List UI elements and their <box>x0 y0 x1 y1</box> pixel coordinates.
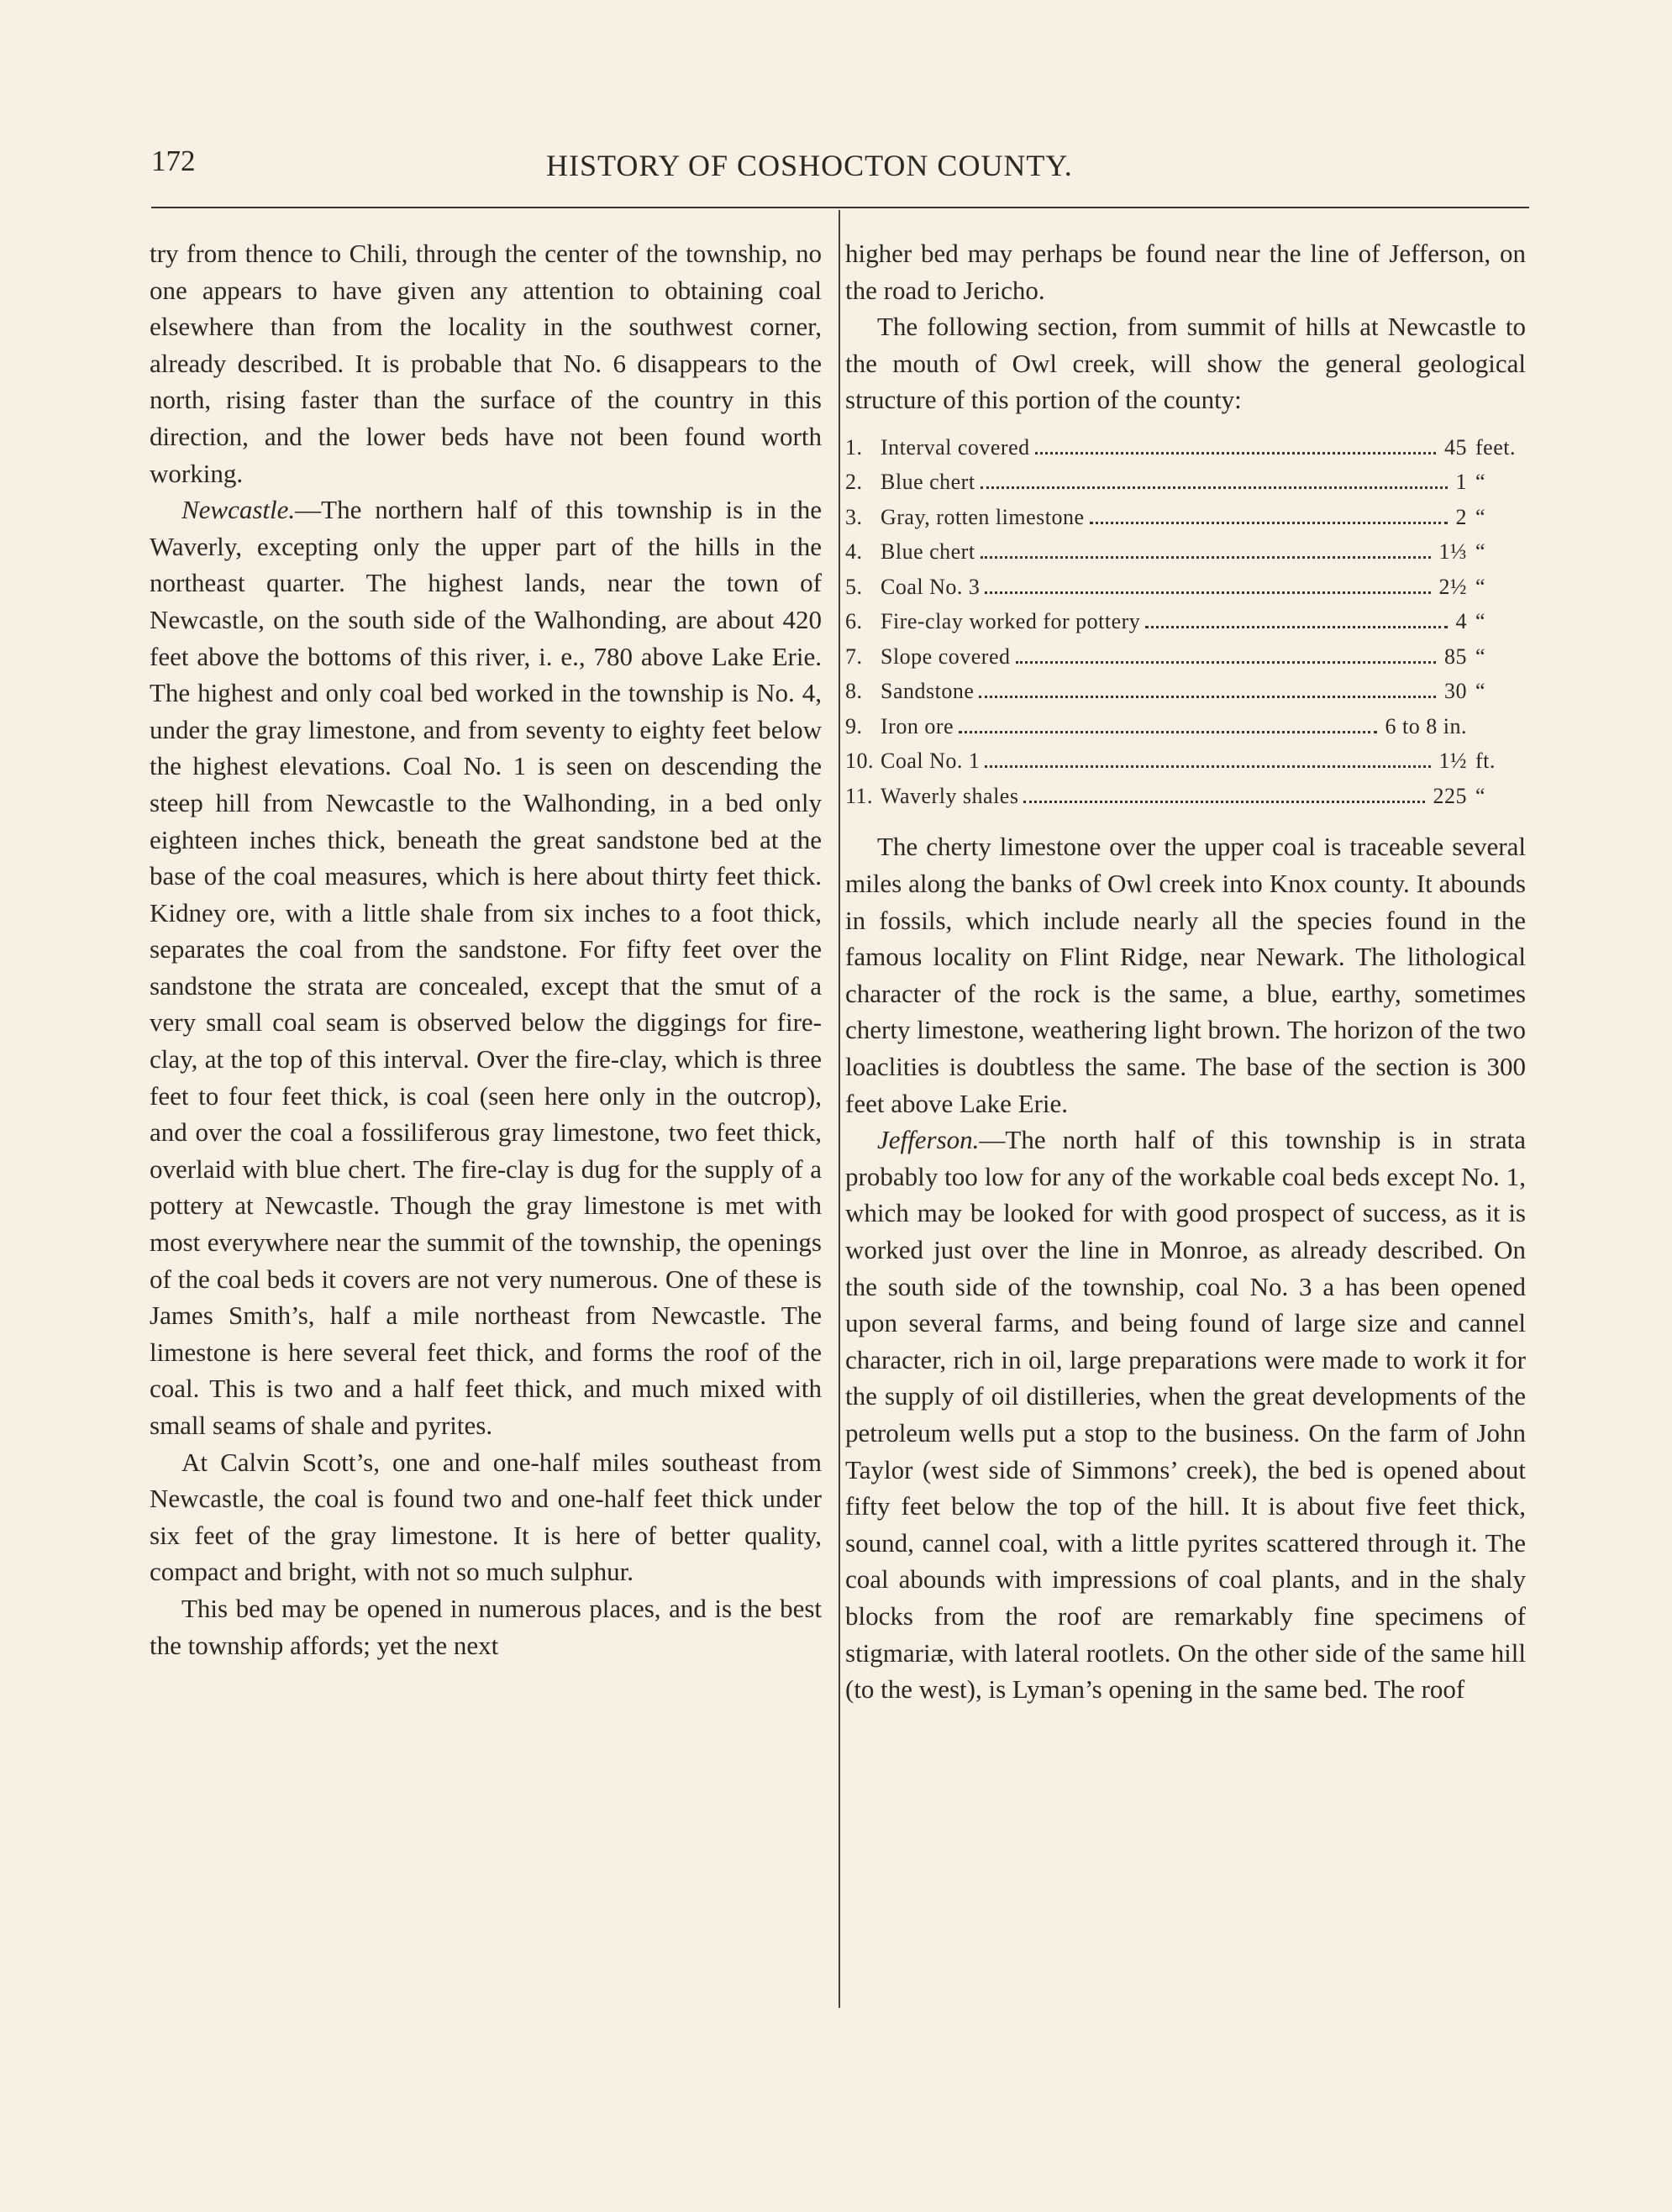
section-row-value: 30 <box>1444 679 1467 704</box>
section-row-value: 1⅓ <box>1438 539 1467 565</box>
section-row-value: 1½ <box>1438 749 1467 774</box>
section-row-label: Fire-clay worked for pottery <box>881 609 1141 634</box>
dot-leader <box>959 731 1377 733</box>
section-row-label: Gray, rotten limestone <box>881 504 1085 529</box>
section-row-number: 5. <box>845 574 863 599</box>
section-row-value: 2½ <box>1438 574 1467 599</box>
section-row-value: 6 to 8 in. <box>1385 713 1467 738</box>
section-row-unit: “ <box>1475 679 1486 704</box>
section-row-value: 4 <box>1455 609 1467 634</box>
section-row <box>845 534 1526 570</box>
section-row-number: 3. <box>845 504 863 529</box>
left-paragraph-newcastle <box>150 491 822 1443</box>
section-row-number: 10. <box>845 749 874 774</box>
section-row-label: Waverly shales <box>881 783 1019 808</box>
section-row-unit: “ <box>1475 470 1486 495</box>
column-divider <box>839 210 840 2008</box>
section-row-label: Coal No. 3 <box>881 574 981 599</box>
section-row <box>845 500 1526 535</box>
dot-leader <box>1035 452 1436 454</box>
right-paragraph-1: higher bed may perhaps be found near the line of Jefferson, on the road to Jericho. <box>845 239 1526 305</box>
section-row-number: 8. <box>845 679 863 704</box>
section-row <box>845 604 1526 639</box>
dot-leader <box>1090 522 1448 524</box>
section-row <box>845 465 1526 500</box>
section-row <box>845 674 1526 709</box>
left-column <box>150 235 822 1663</box>
section-row-label: Interval covered <box>881 434 1030 460</box>
section-row-unit: ft. <box>1475 749 1496 774</box>
header-rule <box>151 207 1529 208</box>
dot-leader <box>981 486 1448 489</box>
running-title: HISTORY OF COSHOCTON COUNTY. <box>546 149 1073 182</box>
section-row <box>845 570 1526 605</box>
section-row <box>845 779 1526 814</box>
left-paragraph-1: try from thence to Chili, through the center of the township, no one appears to have given any attention to obtaining coal elsewhere than from the locality in the southwest corner, already described. It is probable that No. 6 disappears to the north, rising faster than the surface of the country in this direction, and the lower beds have not been found worth working. <box>150 239 822 488</box>
section-row-label: Sandstone <box>881 679 975 704</box>
section-row-unit: “ <box>1475 644 1486 669</box>
geological-section-list <box>845 430 1526 814</box>
dot-leader <box>1145 626 1447 628</box>
dot-leader <box>1023 801 1424 803</box>
section-row-unit: feet. <box>1475 434 1516 460</box>
section-row <box>845 743 1526 779</box>
section-row <box>845 639 1526 675</box>
left-paragraph-calvin-scott: At Calvin Scott’s, one and one-half miles southeast from Newcastle, the coal is found two and one-half feet thick under six feet of the gray limestone. It is here of better quality, compact and bright, with not so much sulphur. <box>150 1447 822 1587</box>
section-row-number: 4. <box>845 539 863 565</box>
run-in-heading-jefferson: Jefferson. <box>877 1125 980 1155</box>
section-row-number: 11. <box>845 783 874 808</box>
section-row-number: 7. <box>845 644 863 669</box>
left-paragraph-4: This bed may be opened in numerous places, and is the best the township affords; yet the next <box>150 1593 822 1660</box>
section-row-label: Blue chert <box>881 470 975 495</box>
section-row-label: Iron ore <box>881 713 954 738</box>
section-row-number: 2. <box>845 470 863 495</box>
dot-leader <box>1016 661 1436 664</box>
right-paragraph-2: The following section, from summit of hills at Newcastle to the mouth of Owl creek, will show the general geological structure of this portion of the county: <box>845 312 1526 415</box>
dot-leader <box>985 591 1430 594</box>
section-row-value: 1 <box>1455 470 1467 495</box>
newcastle-body: —The northern half of this township is in the Waverly, excepting only the upper part of the hills in the northeast quarter. The highest lands, near the town of Newcastle, on the south side of the Walhonding, are about 420 feet above the bottoms of this river, i. e., 780 above Lake Erie. The highest and only coal bed worked in the township is No. 4, under the gray limestone, and from seventy to eighty feet below the highest elevations. Coal No. 1 is seen on descending the steep hill from Newcastle to the Walhonding, in a bed only eighteen inches thick, beneath the great sandstone bed at the base of the coal measures, which is here about thirty feet thick. Kidney ore, with a little shale from six inches to a foot thick, separates the coal from the sandstone. For fifty feet over the sandstone the strata are concealed, except that the smut of a very small coal seam is observed below the diggings for fire-clay, at the top of this interval. Over the fire-clay, which is three feet to four feet thick, is coal (seen here only in the outcrop), and over the coal a fossiliferous gray limestone, two feet thick, overlaid with blue chert. The fire-clay is dug for the supply of a pottery at Newcastle. Though the gray limestone is met with most everywhere near the summit of the township, the openings of the coal beds it covers are not very numerous. One of these is James Smith’s, half a mile northeast from Newcastle. The limestone is here several feet thick, and forms the roof of the coal. This is two and a half feet thick, and much mixed with small seams of shale and pyrites. <box>150 495 822 1440</box>
section-row-number: 9. <box>845 713 863 738</box>
section-row-value: 2 <box>1455 504 1467 529</box>
right-paragraph-cherty: The cherty limestone over the upper coal is traceable several miles along the banks of Owl creek into Knox county. It abounds in fossils, which include nearly all the species found in the famous locality on Flint Ridge, near Newark. The lithological character of the rock is the same, a blue, earthy, sometimes cherty limestone, weathering light brown. The horizon of the two loaclities is doubtless the same. The base of the section is 300 feet above Lake Erie. <box>845 832 1526 1118</box>
section-row-number: 1. <box>845 434 863 460</box>
jefferson-body: —The north half of this township is in strata probably too low for any of the workable coal beds except No. 1, which may be looked for with good prospect of success, as it is worked just over the line in Monroe, as already described. On the south side of the township, coal No. 3 a has been opened upon several farms, and being found of large size and cannel character, rich in oil, large preparations were made to work it for the supply of oil distilleries, when the great developments of the petroleum wells put a stop to the business. On the farm of John Taylor (west side of Simmons’ creek), the bed is opened about fifty feet below the top of the hill. It is about five feet thick, sound, cannel coal, with a little pyrites scattered through it. The coal abounds with impressions of coal plants, and in the shaly blocks from the roof are remarkably fine specimens of stigmariæ, with lateral rootlets. On the other side of the same hill (to the west), is Lyman’s opening in the same bed. The roof <box>845 1125 1526 1705</box>
section-row-label: Blue chert <box>881 539 975 565</box>
section-row-label: Slope covered <box>881 644 1011 669</box>
section-row-unit: “ <box>1475 574 1486 599</box>
section-row-label: Coal No. 1 <box>881 749 981 774</box>
section-row <box>845 430 1526 465</box>
section-row-unit: “ <box>1475 609 1486 634</box>
run-in-heading-newcastle: Newcastle. <box>181 495 296 525</box>
dot-leader <box>981 556 1431 559</box>
section-row-value: 225 <box>1433 783 1467 808</box>
section-row-value: 85 <box>1444 644 1467 669</box>
dot-leader <box>979 696 1436 698</box>
section-row-unit: “ <box>1475 504 1486 529</box>
section-row-unit: “ <box>1475 783 1486 808</box>
dot-leader <box>985 765 1430 768</box>
right-paragraph-jefferson <box>845 1122 1526 1708</box>
section-row-value: 45 <box>1444 434 1467 460</box>
right-column <box>845 235 1526 1708</box>
page-header <box>0 144 1672 195</box>
section-row-unit: “ <box>1475 539 1486 565</box>
section-row <box>845 709 1526 744</box>
section-row-number: 6. <box>845 609 863 634</box>
page-number: 172 <box>151 144 196 177</box>
